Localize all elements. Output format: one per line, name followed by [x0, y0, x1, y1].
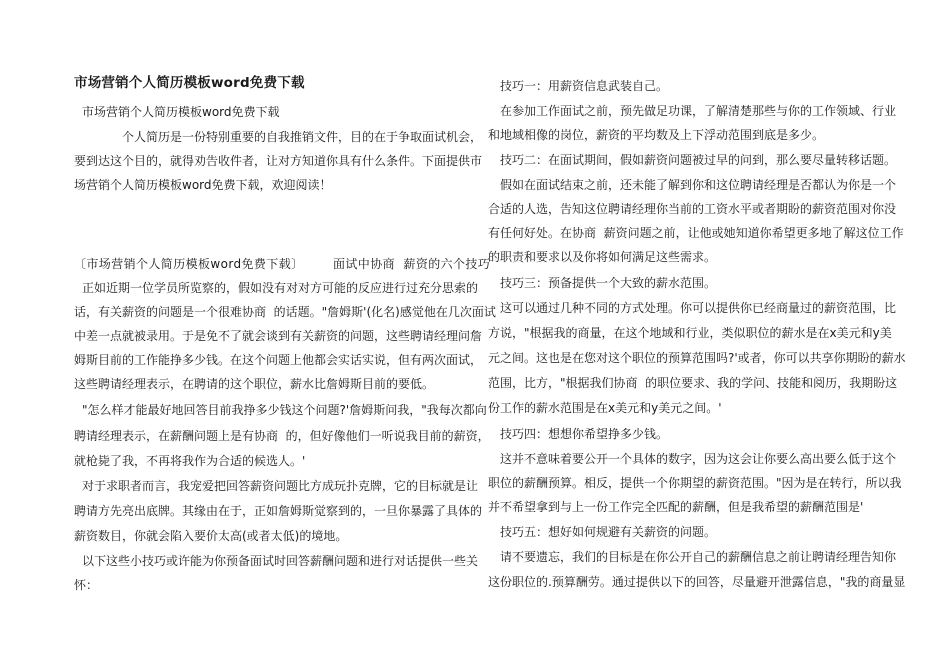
paragraph-line: 范围，比方，"根据我们协商 的职位要求、我的学问、技能和阅历，我期盼这	[488, 376, 898, 390]
paragraph-line: 中差一点就被录用。于是免不了就会谈到有关薪资的问题，这些聘请经理问詹	[74, 329, 483, 343]
paragraph-line: 假如在面试结束之前，还未能了解到你和这位聘请经理是否都认为你是一个	[500, 178, 897, 192]
paragraph-line: 这些聘请经理表示，在聘请的这个职位，薪水比詹姆斯目前的要低。	[74, 377, 435, 391]
paragraph-line: 要到达这个目的，就得劝告收件者，让对方知道你具有什么条件。下面提供市	[74, 154, 483, 168]
paragraph-line: 方说，"根据我的商量，在这个地域和行业，类似职位的薪水是在x美元和y美	[488, 326, 892, 340]
paragraph-line: 姆斯目前的工作能挣多少钱。在这个问题上他都会实话实说，但有两次面试，	[74, 353, 483, 367]
paragraph-line: 怀：	[74, 578, 99, 592]
tip-heading: 技巧一：用薪资信息武装自己。	[500, 79, 669, 93]
paragraph-line: 聘请经理表示，在薪酬问题上是有协商 的，但好像他们一听说我目前的薪资，	[74, 429, 490, 443]
paragraph-line: 在参加工作面试之前，预先做足功课，了解清楚那些与你的工作领域、行业	[500, 104, 897, 118]
paragraph-line: 这份职位的.预算酬劳。通过提供以下的回答，尽量避开泄露信息，"我的商量显	[488, 575, 906, 589]
document-subtitle: 市场营销个人简历模板word免费下载	[82, 105, 280, 119]
paragraph-line: 份工作的薪水范围是在x美元和y美元之间。'	[488, 401, 722, 415]
paragraph-line: 就枪毙了我，不再将我作为合适的候选人。'	[74, 454, 306, 468]
paragraph-line: 个人简历是一份特别重要的自我推销文件，目的在于争取面试机会，	[122, 130, 483, 144]
paragraph-line: "怎么样才能最好地回答目前我挣多少钱这个问题?'詹姆斯问我，"我每次都向	[82, 403, 487, 417]
paragraph-line: 元之间。这也是在您对这个职位的预算范围吗?'或者，你可以共享你期盼的薪水	[488, 351, 906, 365]
paragraph-line: 对于求职者而言，我宠爱把回答薪资问题比方成玩扑克牌，它的目标就是让	[82, 479, 479, 493]
paragraph-line: 和地域相像的岗位，薪资的平均数及上下浮动范围到底是多少。	[488, 128, 825, 142]
paragraph-line: 以下这些小技巧或许能为你预备面试时回答薪酬问题和进行对话提供一些关	[82, 554, 479, 568]
tip-heading: 技巧三：预备提供一个大致的薪水范围。	[500, 276, 717, 290]
paragraph-line: 正如近期一位学员所览察的，假如没有对对方可能的反应进行过充分思索的	[82, 281, 479, 295]
paragraph-line: 职位的薪酬预算。相反，提供一个你期望的薪资范围。"因为是在转行，所以我	[488, 476, 902, 490]
paragraph-line: 并不希望拿到与上一份工作完全匹配的薪酬，但是我希望的薪酬范围是'	[488, 500, 864, 514]
paragraph-line: 这可以通过几种不同的方式处理。你可以提供你已经商量过的薪资范围，比	[500, 301, 897, 315]
paragraph-line: 薪资数目，你就会陷入要价太高(或者太低)的境地。	[74, 529, 348, 543]
document-title: 市场营销个人简历模板word免费下载	[74, 75, 305, 91]
tip-heading: 技巧二：在面试期间，假如薪资问题被过早的问到，那么要尽量转移话题。	[500, 153, 897, 167]
paragraph-line: 场营销个人简历模板word免费下载，欢迎阅读！	[74, 178, 332, 192]
paragraph-line: 这并不意味着要公开一个具体的数字，因为这会让你要么高出要么低于这个	[500, 452, 897, 466]
paragraph-line: 聘请方先亮出底牌。其缘由在于，正如詹姆斯觉察到的，一旦你暴露了具体的	[74, 504, 483, 518]
paragraph-line: 的职责和要求以及你将如何满足这些需求。	[488, 250, 717, 264]
paragraph-line: 请不要遗忘，我们的目标是在你公开自己的薪酬信息之前让聘请经理告知你	[500, 550, 897, 564]
section-header: 〔市场营销个人简历模板word免费下载〕 面试中协商 薪资的六个技巧	[74, 257, 491, 271]
paragraph-line: 合适的人选，告知这位聘请经理你当前的工资水平或者期盼的薪资范围对你没	[488, 202, 897, 216]
tip-heading: 技巧四：想想你希望挣多少钱。	[500, 427, 669, 441]
paragraph-line: 有任何好处。在协商 薪资问题之前，让他或她知道你希望更多地了解这位工作	[488, 226, 904, 240]
tip-heading: 技巧五：想好如何规避有关薪资的问题。	[500, 525, 717, 539]
paragraph-line: 话，有关薪资的问题是一个很难协商 的话题。"詹姆斯'(化名)感觉他在几次面试	[74, 305, 496, 319]
